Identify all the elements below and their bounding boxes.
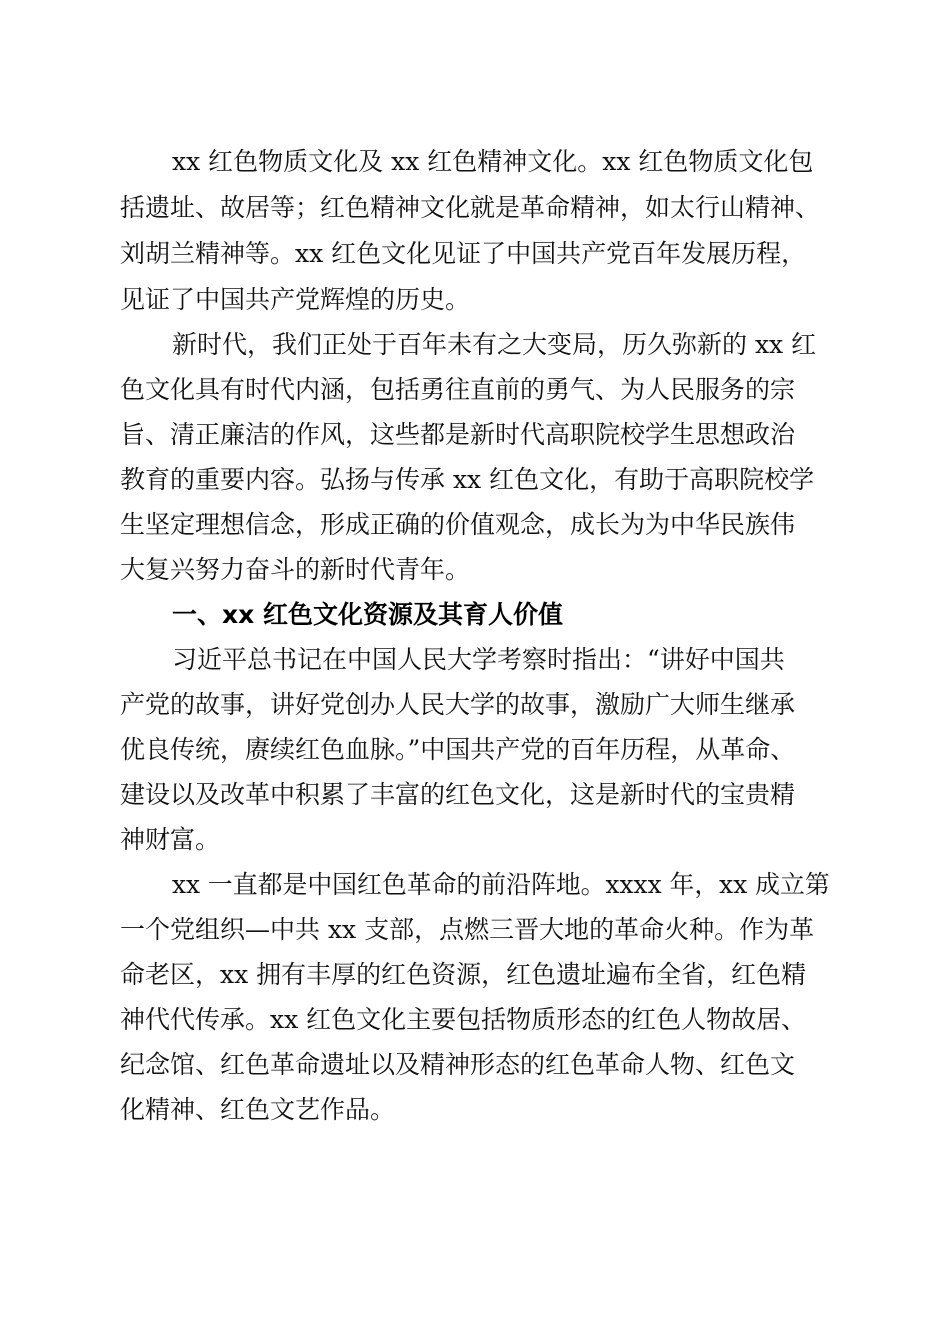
text-line: 见证了中国共产党辉煌的历史。 (120, 285, 471, 314)
text-line: 色文化具有时代内涵，包括勇往直前的勇气、为人民服务的宗 (120, 375, 796, 404)
text-line: 习近平总书记在中国人民大学考察时指出：“讲好中国共 (172, 645, 785, 674)
text-line: 一个党组织—中共 xx 支部，点燃三晋大地的革命火种。作为革 (120, 915, 815, 944)
section-heading: 一、xx 红色文化资源及其育人价值 (172, 600, 563, 629)
text-line: 化精神、红色文艺作品。 (120, 1095, 396, 1124)
text-line: 命老区，xx 拥有丰厚的红色资源，红色遗址遍布全省，红色精 (120, 960, 807, 989)
text-line: 旨、清正廉洁的作风，这些都是新时代高职院校学生思想政治 (120, 420, 796, 449)
text-line: 刘胡兰精神等。xx 红色文化见证了中国共产党百年发展历程， (120, 239, 807, 268)
text-line: 神代代传承。xx 红色文化主要包括物质形态的红色人物故居、 (120, 1005, 807, 1034)
text-line: 教育的重要内容。弘扬与传承 xx 红色文化，有助于高职院校学 (120, 465, 815, 494)
text-line: 建设以及改革中积累了丰富的红色文化，这是新时代的宝贵精 (120, 780, 796, 809)
text-line: 纪念馆、红色革命遗址以及精神形态的红色革命人物、红色文 (120, 1050, 796, 1079)
text-line: xx 红色物质文化及 xx 红色精神文化。xx 红色物质文化包 (172, 147, 814, 176)
text-line: 产党的故事，讲好党创办人民大学的故事，激励广大师生继承 (120, 690, 796, 719)
text-line: 新时代，我们正处于百年未有之大变局，历久弥新的 xx 红 (172, 330, 817, 359)
text-line: 生坚定理想信念，形成正确的价值观念，成长为为中华民族伟 (120, 510, 796, 539)
text-line: 神财富。 (120, 825, 221, 854)
text-line: 括遗址、故居等；红色精神文化就是革命精神，如太行山精神、 (120, 193, 821, 222)
text-line: 优良传统，赓续红色血脉。”中国共产党的百年历程，从革命、 (120, 735, 796, 764)
text-line: xx 一直都是中国红色革命的前沿阵地。xxxx 年，xx 成立第 (172, 870, 830, 899)
text-line: 大复兴努力奋斗的新时代青年。 (120, 555, 471, 584)
